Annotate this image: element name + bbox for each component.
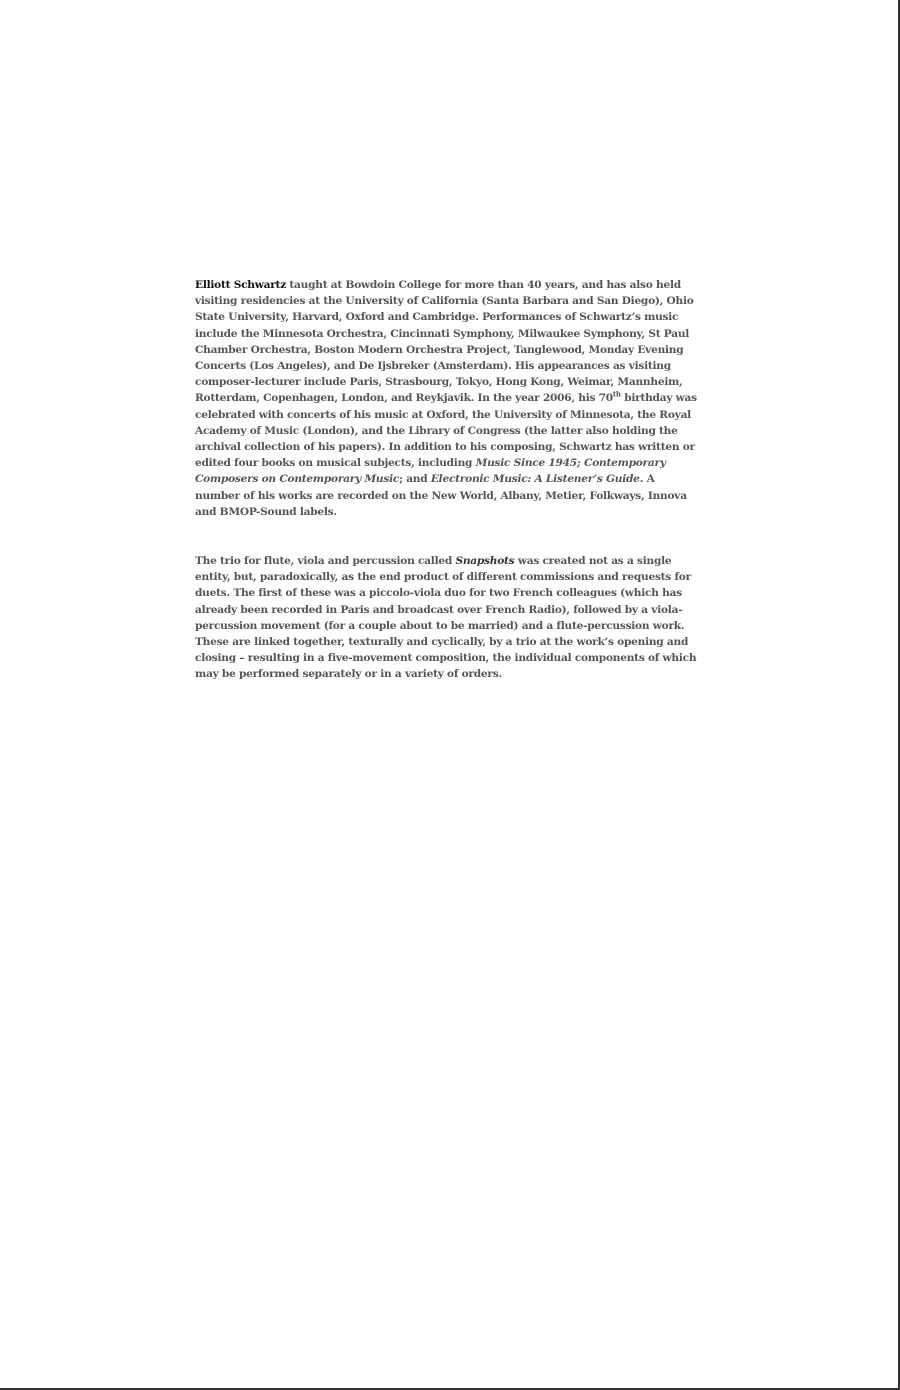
biography-paragraph bbox=[195, 277, 700, 520]
book-title-contemporary-composers: Contemporary Composers on Contemporary Music bbox=[195, 457, 666, 486]
work-title: Snapshots bbox=[455, 555, 515, 567]
composer-biography bbox=[195, 277, 700, 520]
book-separator: ; bbox=[576, 457, 585, 470]
book-title-music-since-1945: Music Since 1945 bbox=[475, 457, 577, 470]
ordinal-suffix: th bbox=[612, 389, 621, 399]
bio-text-part-1: taught at Bowdoin College for more than 40 years, and has also held visiting residencies at the University of California (Santa Barbara and San Diego), Ohio State University, Harvard, Oxford and Cambridge. Performances of Schwartz’s music include the Minnesota Orchestra, Cincinnati Symphony, Milwaukee Symphony, St Paul Chamber Orchestra, Boston Modern Orchestra Project, Tanglewood, Monday Evening Concerts (Los Angeles), and De Ijsbreker (Amsterdam). His appearances as visiting composer-lecturer include Paris, Strasbourg, Tokyo, Hong Kong, Weimar, Mannheim, Rotterdam, Copenhagen, London, and Reykjavik. In the year 2006, his 70 bbox=[195, 279, 694, 405]
book-title-electronic-music: Electronic Music: A Listener’s Guide bbox=[430, 473, 640, 486]
composer-name: Elliott Schwartz bbox=[195, 279, 286, 291]
program-note bbox=[195, 553, 700, 683]
note-text-part-1: The trio for flute, viola and percussion called bbox=[195, 555, 456, 567]
note-text-part-2: was created not as a single entity, but, paradoxically, as the end product of different commissions and requests for duets. The first of these was a piccolo-viola duo for two French colleagues (which has already been recorded in Paris and broadcast over French Radio), followed by a viola-percussion movement (for a couple about to be married) and a flute-percussion work. These are linked together, texturally and cyclically, by a trio at the work’s opening and closing – resulting in a five-movement composition, the individual components of which may be performed separately or in a variety of orders. bbox=[195, 555, 697, 681]
bio-text-part-2: birthday was celebrated with concerts of his music at Oxford, the University of Minnesota, the Royal Academy of Music (London), and the Library of Congress (the latter also holding the archival collection of his papers). In addition to his composing, Schwartz has written or edited four books on musical subjects, including bbox=[195, 392, 697, 470]
program-note-paragraph bbox=[195, 553, 700, 683]
book-separator-and: ; and bbox=[399, 473, 431, 486]
bio-text-part-3: . A number of his works are recorded on the New World, Albany, Metier, Folkways, Innova and BMOP-Sound labels. bbox=[195, 473, 687, 518]
